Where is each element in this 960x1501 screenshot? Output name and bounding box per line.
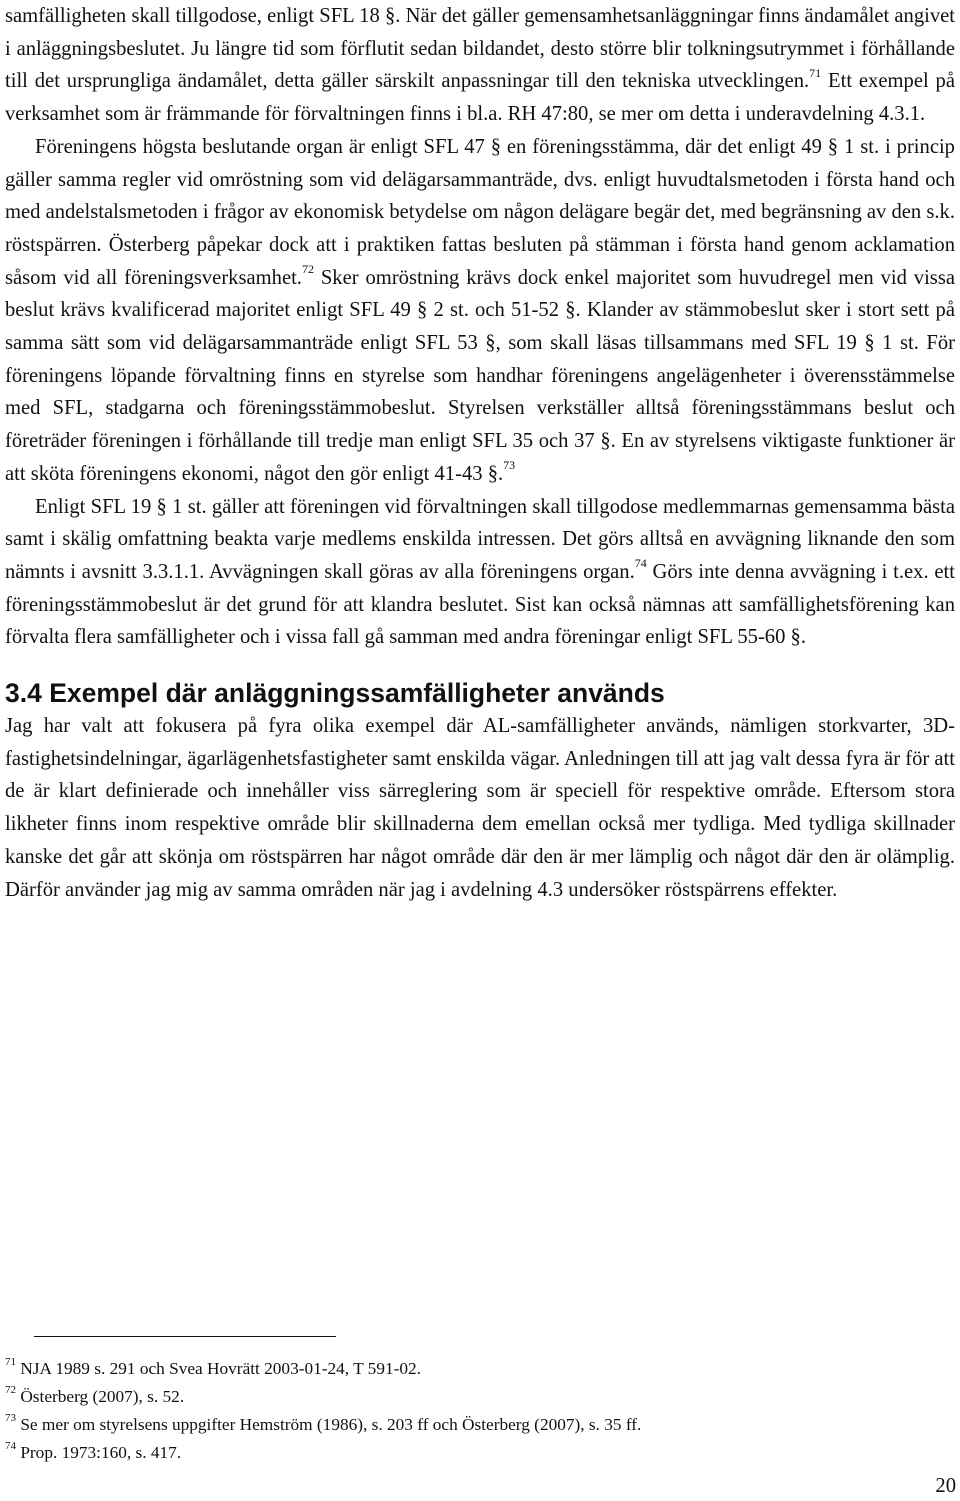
text-run: . Klander av stämmobeslut sker i stort sett på samma sätt som vid delägarsammanträde enligt SFL 53 bbox=[5, 299, 955, 355]
footnote-73 bbox=[5, 1411, 955, 1439]
text-run: samfälligheten skall tillgodose, enligt SFL 18 bbox=[5, 5, 385, 27]
footnotes bbox=[5, 1355, 955, 1467]
text-run: Ett exempel på verksamhet som är främmande för förvaltningen finns i bl.a. RH 47:80, se mer om detta i underavdelning 4.3.1. bbox=[5, 70, 955, 126]
text-run: 2 st. och 51-52 bbox=[427, 299, 566, 322]
text-run: . bbox=[498, 462, 504, 485]
footnote-ref-71[interactable]: 71 bbox=[809, 65, 822, 80]
footnote-number: 73 bbox=[5, 1412, 16, 1425]
text-run: . En av styrelsens viktigaste funktioner är att sköta föreningens ekonomi, något den gör enligt 41-43 bbox=[5, 430, 955, 485]
section-symbol: § bbox=[600, 430, 611, 453]
section-symbol: § bbox=[487, 462, 499, 485]
footnote-ref-74[interactable]: 74 bbox=[634, 556, 647, 571]
page-number: 20 bbox=[935, 1475, 956, 1497]
footnote-text: Prop. 1973:160, s. 417. bbox=[16, 1443, 182, 1462]
text-run: . När det gäller gemensamhetsanläggningar finns ändamålet angivet i anläggningsbeslutet. Ju längre tid som förflutit sedan bildandet, desto större blir tolkningsutrymmet i förhållande till det ursprungliga ändamålet, detta gäller särskilt anpassningar till den tekniska utvecklingen. bbox=[5, 5, 956, 93]
footnote-number: 74 bbox=[5, 1440, 16, 1453]
text-run: Görs inte denna avvägning i t.ex. ett föreningsstämmobeslut är det grund för att klandra beslutet. Sist kan också nämnas att samfällighetsförening kan förvalta flera samfälligheter och i vissa fall gå samman med andra föreningar enligt SFL 55-60 bbox=[5, 560, 955, 649]
footnote-text: Se mer om styrelsens uppgifter Hemström (1986), s. 203 ff och Österberg (2007), s. 35 ff. bbox=[16, 1415, 642, 1434]
footnote-divider bbox=[34, 1336, 336, 1337]
section-symbol: § bbox=[385, 5, 396, 27]
section-symbol: § bbox=[417, 299, 428, 322]
footnote-72 bbox=[5, 1383, 955, 1411]
section-symbol: § bbox=[490, 135, 501, 158]
document-page bbox=[5, 0, 955, 906]
section-heading: 3.4 Exempel där anläggningssamfälligheter används bbox=[5, 678, 665, 709]
text-run: 1 st. i princip gäller samma regler vid omröstning som vid delägarsammanträde, dvs. enligt huvudtalsmetoden i första hand och med andelstalsmetoden i frågor av ekonomisk betydelse om någon delägare begär det, med begränsning av den s.k. röstspärren. Österberg påpekar dock att i praktiken fattas besluten på stämman i första hand genom acklamation såsom vid all föreningsverksamhet. bbox=[5, 135, 955, 289]
section-symbol: § bbox=[485, 332, 496, 355]
body-paragraph-4: Jag har valt att fokusera på fyra olika exempel där AL-samfälligheter används, nämligen storkvarter, 3D-fastighetsindelningar, ägarlägenhetsfastigheter samt enskilda vägar. Anledningen till att jag valt dessa fyra är för att de är klart definierade och innehåller viss särreglering som är speciell för respektive område. Eftersom stora likheter finns inom respektive område blir skillnaderna dem emellan också mer tydliga. Med tydliga skillnader kanske det går att skönja om röstspärren har något område där den är mer lämplig och något där den är olämplig. Därför använder jag mig av samma områden när jag i avdelning 4.3 undersöker röstspärrens effekter. bbox=[5, 715, 955, 901]
text-run: Föreningens högsta beslutande organ är enligt SFL 47 bbox=[35, 135, 491, 158]
text-run: en föreningsstämma, där det enligt 49 bbox=[501, 135, 828, 158]
section-symbol: § bbox=[827, 135, 839, 158]
section-symbol: § bbox=[156, 495, 167, 518]
body-paragraph-3 bbox=[5, 491, 955, 655]
footnote-number: 71 bbox=[5, 1356, 16, 1369]
footnote-text: Österberg (2007), s. 52. bbox=[16, 1387, 185, 1406]
footnote-71 bbox=[5, 1355, 955, 1383]
text-run: Sker omröstning krävs dock enkel majoritet som huvudregel men vid vissa beslut krävs kvalificerad majoritet enligt SFL 49 bbox=[5, 266, 955, 322]
text-run: 1 st. För föreningens löpande förvaltning finns en styrelse som handhar föreningens angelägenheter i överensstämmelse med SFL, stadgarna och föreningsstämmobeslut. Styrelsen verkställer alltså föreningsstämmans beslut och företräder föreningen i förhållande till tredje man enligt SFL 35 och 37 bbox=[5, 332, 955, 453]
text-run: Enligt SFL 19 bbox=[35, 495, 157, 518]
footnote-number: 72 bbox=[5, 1384, 16, 1397]
section-symbol: § bbox=[864, 332, 875, 355]
section-symbol: § bbox=[565, 299, 576, 322]
body-paragraph-1 bbox=[5, 0, 955, 131]
body-paragraph-2 bbox=[5, 131, 955, 491]
text-run: 1 st. gäller att föreningen vid förvaltningen skall tillgodose medlemmarnas gemensamma bästa samt i skälig omfattning beakta varje medlems enskilda intressen. Det görs alltså en avvägning liknande den som nämnts i avsnitt 3.3.1.1. Avvägningen skall göras av alla föreningens organ. bbox=[5, 495, 955, 583]
footnote-ref-73[interactable]: 73 bbox=[503, 457, 516, 472]
footnote-74 bbox=[5, 1439, 955, 1467]
text-run: , som skall läsas tillsammans med SFL 19 bbox=[495, 332, 865, 355]
footnote-text: NJA 1989 s. 291 och Svea Hovrätt 2003-01-24, T 591-02. bbox=[16, 1359, 421, 1378]
footnote-ref-72[interactable]: 72 bbox=[301, 261, 314, 276]
text-run: . bbox=[800, 626, 806, 649]
section-symbol: § bbox=[790, 626, 801, 649]
